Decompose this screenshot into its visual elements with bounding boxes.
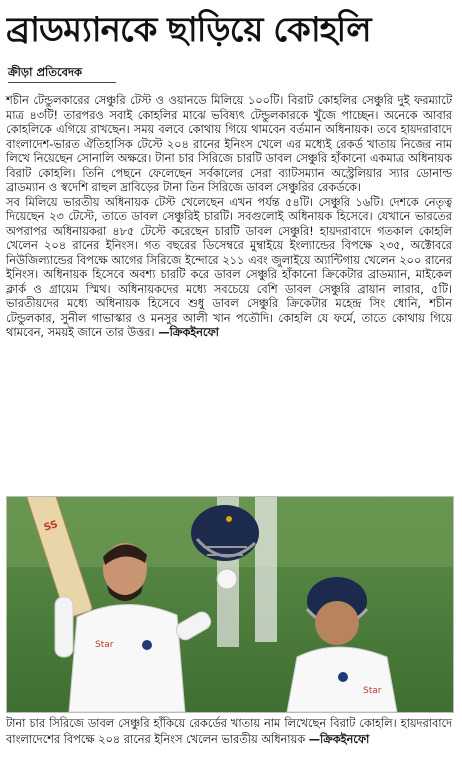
paragraph-2: সব মিলিয়ে ভারতীয় অধিনায়ক টেস্ট খেলেছেন এখন পর্যন্ত ৫৪টি। সেঞ্চুরি ১৬টি। দেশকে নেতৃত্ব দিয়েছেন ২৩ টেস্টে, তাতে ডাবল সেঞ্চুরিই চারটি। সবগুলোই অধিনায়ক হিসেবে। যেখানে ভারতের অপরাপর অধিনায়করা ৪৮৫ টেস্টে করেছেন চারটি ডাবল সেঞ্চুরি! হায়দরাবাদে গতকাল কোহলি খেলেন ২০৪ রানের ইনিংস। গত বছরের ডিসেম্বরে মুম্বাইয়ে ইংল্যান্ডের বিপক্ষে ২৩৫, অক্টোবরে নিউজিল্যান্ডের বিপক্ষে আগের সিরিজে ইন্দোরে ২১১ এবং জুলাইয়ে অ্যান্টিগায় খেলেন ২০০ রানের ইনিংস। অধিনায়ক হিসেবে অবশ্য চারটি করে ডাবল সেঞ্চুরি হাঁকানো ক্রিকেটার ব্রাডম্যান, মাইকেল ক্লার্ক ও গ্রায়েম স্মিথ। অধিনায়কদের মধ্যে সবচেয়ে বেশি ডাবল সেঞ্চুরি ব্রায়ান লারার, ৫টি। ভারতীয়দের মধ্যে অধিনায়ক হিসেবে শুধু ডাবল সেঞ্চুরি ক্রিকেটার মহেন্দ্র সিং ধোনি, শচীন টেন্ডুলকার, সুনীল গাভাস্কার ও মনসুর আলী খান পতৌদি। কোহলি যে ফর্মে, তাতে কোথায় গিয়ে থামবেন, সময়ই জানে তার উত্তর। —ক্রিকইনফো bbox=[6, 195, 452, 339]
headline: ব্রাডম্যানকে ছাড়িয়ে কোহলি bbox=[6, 10, 371, 50]
article-photo bbox=[6, 496, 454, 713]
raised-helmet bbox=[191, 505, 259, 561]
caption-text: টানা চার সিরিজে ডাবল সেঞ্চুরি হাঁকিয়ে রেকর্ডের খাতায় নাম লিখেছেন বিরাট কোহলি। হায়দরাবাদে বাংলাদেশের বিপক্ষে ২০৪ রানের ইনিংস খেলেন ভারতীয় অধিনায়ক bbox=[6, 717, 452, 746]
jersey-logo-right: Star bbox=[363, 686, 382, 696]
paragraph-1: শচীন টেন্ডুলকারের সেঞ্চুরি টেস্ট ও ওয়ানডে মিলিয়ে ১০০টি। বিরাট কোহলির সেঞ্চুরি দুই ফরম্যাটে মাত্র ৪৩টি! তারপরও সবাই কোহলির মাঝে ভবিষ্যৎ টেন্ডুলকারকে খুঁজে পাচ্ছেন। অনেকে আবার কোহলিকে এগিয়ে রাখছেন। সময় বলবে কোথায় গিয়ে থামবেন বর্তমান অধিনায়ক। তবে হায়দরাবাদে বাংলাদেশ-ভারত ঐতিহাসিক টেস্টে ২০৪ রানের ইনিংস খেলে এর মধ্যেই রেকর্ড খাতায় নিজের নাম লিখে নিয়েছেন সোনালি অক্ষরে। টানা চার সিরিজে চারটি ডাবল সেঞ্চুরি হাঁকানো একমাত্র অধিনায়ক বিরাট কোহলি। তিনি পেছনে ফেলেছেন সর্বকালের সেরা ব্যাটসম্যান অস্ট্রেলিয়ার স্যার ডোনাল্ড ব্রাডম্যান ও স্বদেশি রাহুল দ্রাবিড়ের টানা তিন সিরিজে ডাবল সেঞ্চুরির রেকর্ডকে। bbox=[6, 94, 452, 194]
article-text-credit: —ক্রিকইনফো bbox=[154, 326, 219, 339]
byline-divider bbox=[8, 82, 116, 83]
bat-logo-text: SS bbox=[42, 519, 60, 534]
article-body bbox=[6, 94, 452, 341]
photo-caption bbox=[6, 716, 452, 748]
byline: ক্রীড়া প্রতিবেদক bbox=[8, 65, 83, 79]
caption-credit: —ক্রিকইনফো bbox=[308, 733, 370, 746]
jersey-logo-left: Star bbox=[95, 640, 114, 650]
